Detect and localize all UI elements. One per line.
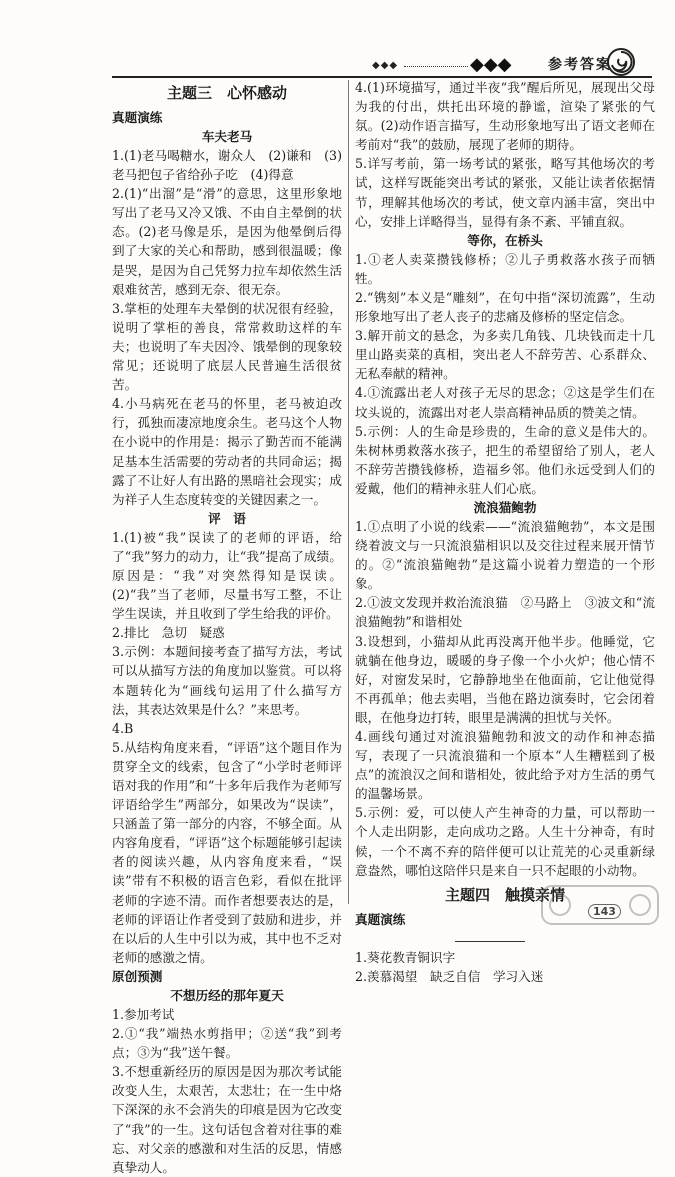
column-divider (348, 80, 349, 904)
answer-item: 5.详写考前，第一场考试的紧张，略写其他场次的考试，这样写既能突出考试的紧张，又能让读者依据情节，理解其他场次的考试，使文章内涵丰富，突出中心，安排上详略得当，显得有条不紊、平铺直叙。 (355, 156, 655, 229)
right-column (355, 78, 655, 986)
page-header (0, 0, 675, 76)
answer-item: 4.B (112, 720, 134, 736)
section-heading: 真题演练 (112, 110, 163, 125)
answer-item: 4.画线句通过对流浪猫鲍勃和波文的动作和神态描写，表现了一只流浪猫和一个原本“人生糟糕到了极点”的流浪汉之间和谐相处，彼此给予对方生活的勇气的温馨场景。 (355, 729, 655, 802)
answer-item: 2.(1)“出溜”是“滑”的意思，这里形象地写出了老马又冷又饿、不由自主晕倒的状态。(2)老马像是乐，是因为他晕倒后得到了大家的关心和帮助，感到很温暖；像是哭，是因为自己凭努力拉车却依然生活艰难贫苦，感到无奈、很无奈。 (112, 186, 342, 297)
answer-item: 2.羡慕渴望 缺乏自信 学习入迷 (355, 968, 544, 984)
header-dots: ◆◆◆ (372, 60, 399, 71)
answer-item: 1.①点明了小说的线索——“流浪猫鲍勃”，本文是围绕着波文与一只流浪猫相识以及交往过程来展开情节的。②“流浪猫鲍勃”是这篇小说着力塑造的一个形象。 (355, 518, 655, 592)
section-heading: 真题演练 (355, 911, 406, 927)
answer-item: 4.小马病死在老马的怀里，老马被迫改行，孤独而凄凉地度余生。老马这个人物在小说中的作用是：揭示了勤苦而不能满足基本生活需要的劳动者的共同命运；揭露了不让好人有出路的黑暗社会现实；成为祥子人生态度转变的关键因素之一。 (112, 396, 342, 507)
subheading: 等你，在桥头 (467, 232, 543, 248)
answer-item: 3.示例：本题间接考查了描写方法，考试可以从描写方法的角度加以鉴赏。可以将本题转化为“画线句运用了什么描写方法，其表达效果是什么？”来思考。 (112, 644, 342, 717)
header-diamonds: ◆◆◆ (470, 54, 512, 75)
subheading: 不想历经的那年夏天 (170, 987, 284, 1003)
left-column (112, 78, 342, 1177)
subheading: 车夫老马 (201, 129, 253, 144)
answer-item: 5.示例：爱，可以使人产生神奇的力量，可以帮助一个人走出阴影，走向成功之路。人生十分神奇，有时候，一个不离不弃的陪伴便可以让荒芜的心灵重新绿意盎然，哪怕这陪伴只是来自一只不起眼的小动物。 (355, 805, 655, 878)
answer-item: 4.(1)环境描写，通过半夜“我”醒后所见，展现出父母为我的付出，烘托出环境的静谧，渲染了紧张的气氛。(2)动作语言描写，生动形象地写出了语文老师在考前对“我”的鼓励，展现了老师的期待。 (355, 80, 655, 153)
topic-title: 主题四 触摸亲情 (444, 885, 565, 904)
answer-item: 3.设想到，小猫却从此再没离开他半步。他睡觉，它就躺在他身边，暖暖的身子像一个小火炉；他心情不好，对窗发呆时，它静静地坐在他面前，它让他觉得不再孤单；他去卖唱，当他在路边演奏时，它会闭着眼，在他身边打转，眼里是满满的担忧与关怀。 (355, 633, 655, 725)
header-title: 参考答案 (548, 57, 612, 73)
answer-item: 2.“镌刻”本义是“雕刻”，在句中指“深切流露”，生动形象地写出了老人丧子的悲痛及修桥的坚定信念。 (355, 289, 655, 325)
answer-item: 1.(1)被“我”误读了的老师的评语，给了“我”努力的动力，让“我”提高了成绩。原因是：“我”对突然得知是误读。(2)“我”当了老师，尽量书写工整，不让学生误读，并且收到了学生给我的评价。 (112, 529, 342, 622)
answer-item: 1.参加考试 (112, 1006, 175, 1022)
short-rule (455, 941, 525, 942)
subheading: 流浪猫鲍勃 (473, 499, 537, 515)
swirl-logo-icon (606, 47, 636, 77)
answer-item: 1.(1)老马喝糖水，谢众人 (2)谦和 (3)老马把包子省给孙子吃 (4)得意 (112, 148, 342, 183)
answer-item: 4.①流露出老人对孩子无尽的思念；②这是学生们在坟头说的，流露出对老人崇高精神品质的赞美之情。 (355, 385, 655, 420)
answer-item: 2.①“我”端热水剪指甲；②送“我”到考点；③为“我”送午餐。 (112, 1026, 342, 1061)
subheading: 评 语 (208, 510, 246, 526)
answer-item: 2.排比 急切 疑惑 (112, 625, 225, 641)
section-heading: 原创预测 (112, 968, 163, 984)
answer-item: 3.解开前文的悬念，为多卖几角钱、几块钱而走十几里山路卖菜的真相，突出老人不辞劳苦、心系群众、无私奉献的精神。 (355, 328, 655, 382)
topic-title: 主题三 心怀感动 (166, 84, 287, 102)
answer-item: 1.①老人卖菜攒钱修桥；②儿子勇救落水孩子而牺牲。 (355, 251, 655, 286)
header-dotted-line (404, 66, 468, 67)
answer-item: 3.不想重新经历的原因是因为那次考试能改变人生，太艰苦，太悲壮；在一生中烙下深深的永不会消失的印痕是因为它改变了“我”的一生。这句话包含着对往事的难忘、对父亲的感激和对生活的反思，情感真挚动人。 (112, 1064, 342, 1175)
answer-item: 2.①波文发现并救治流浪猫 ②马路上 ③波文和“流浪猫鲍勃”和谐相处 (355, 595, 655, 630)
page-number: 143 (588, 904, 621, 919)
answer-item: 5.示例：人的生命是珍贵的，生命的意义是伟大的。朱树林勇救落水孩子，把生的希望留给了别人，老人不辞劳苦攒钱修桥，造福乡邻。他们永远受到人们的爱戴，他们的精神永驻人们心底。 (355, 423, 655, 496)
answer-item: 5.从结构角度来看，“评语”这个题目作为贯穿全文的线索，包含了“小学时老师评语对我的作用”和“十多年后我作为老师写评语给学生”两部分，如果改为“误读”，只涵盖了第一部分的内容，不够全面。从内容角度看，“评语”这个标题能够引起读者的阅读兴趣，从内容角度来看，“误读”带有不积极的语言色彩，看似在批评老师的字迹不清。而作者想要表达的是，老师的评语让作者受到了鼓励和进步，并在以后的人生中引以为戒，其中也不乏对老师的感激之情。 (112, 739, 342, 965)
answer-item: 1.葵花教青铜识字 (355, 949, 456, 965)
answer-item: 3.掌柜的处理车夫晕倒的状况很有经验，说明了掌柜的善良，常常救助这样的车夫；也说明了车夫因冷、饿晕倒的现象较常见；还说明了底层人民普遍生活很贫苦。 (112, 300, 342, 393)
